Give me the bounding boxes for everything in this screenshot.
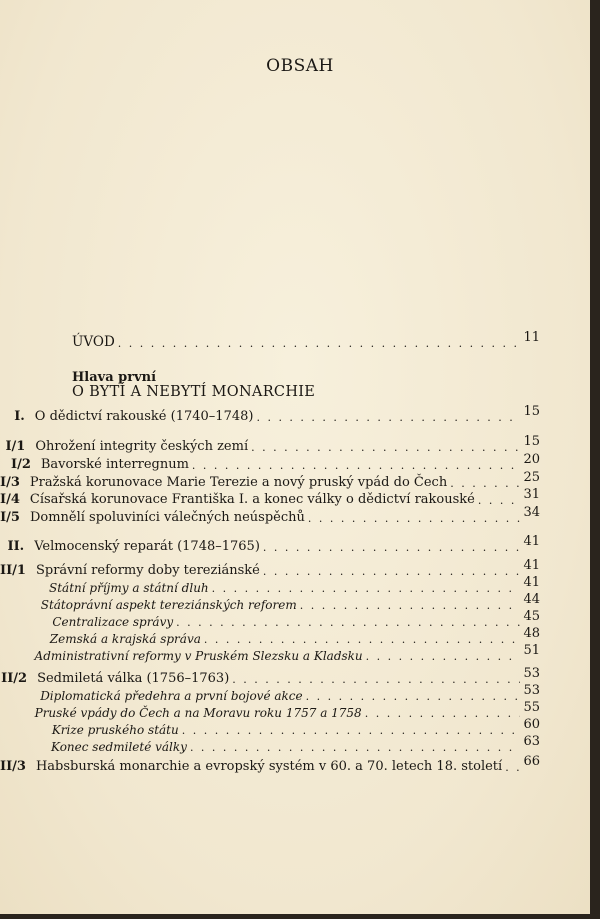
toc-entry-page: 20 xyxy=(523,452,540,467)
toc-entry-label: Bavorské interregnum xyxy=(40,457,189,472)
toc-entry-page: 34 xyxy=(523,505,540,520)
toc-entry-number: I/4 xyxy=(0,492,20,507)
toc-entry-page: 25 xyxy=(523,470,540,485)
toc-leader-dots xyxy=(263,541,521,554)
toc-entry-label: Státoprávní aspekt tereziánských reforem xyxy=(40,598,297,612)
toc-entry-number: II/3 xyxy=(0,759,26,774)
toc-entry-page: 53 xyxy=(523,683,540,698)
toc-entry-page: 45 xyxy=(523,609,540,624)
toc-entry-label: O dědictví rakouské (1740–1748) xyxy=(34,409,254,424)
toc-entry-row xyxy=(0,503,540,525)
toc-entry-number: II. xyxy=(7,539,25,554)
toc-entry-page: 53 xyxy=(523,666,540,681)
toc-entry-number: I/5 xyxy=(0,510,20,525)
toc-entry-label: Velmocenský reparát (1748–1765) xyxy=(34,539,260,554)
toc-entry-label: Státní příjmy a státní dluh xyxy=(49,581,209,595)
toc-entry-page: 51 xyxy=(523,643,540,658)
toc-entry-page: 31 xyxy=(523,487,540,502)
toc-entry-label: Krize pruského státu xyxy=(51,723,179,737)
toc-entry-row xyxy=(0,532,540,554)
toc-entry-row xyxy=(0,641,540,663)
toc-leader-dots xyxy=(505,761,520,774)
toc-entry-label: Pruské vpády do Čech a na Moravu roku 1757 a 1758 xyxy=(34,706,362,720)
toc-entry-label: Konec sedmileté války xyxy=(51,740,187,754)
toc-entry-page: 60 xyxy=(523,717,540,732)
chapter-label: Hlava první xyxy=(72,370,157,385)
toc-entry-label: Centralizace správy xyxy=(52,615,174,629)
toc-leader-dots xyxy=(256,411,520,424)
toc-entry-row xyxy=(0,752,540,774)
toc-entry-label: Habsburská monarchie a evropský systém v 60. a 70. letech 18. století xyxy=(35,759,503,774)
toc-entry-page: 55 xyxy=(523,700,540,715)
toc-leader-dots xyxy=(308,512,521,525)
toc-entry-row xyxy=(0,402,540,424)
toc-entry-page: 48 xyxy=(523,626,540,641)
chapter-title: O BYTÍ A NEBYTÍ MONARCHIE xyxy=(72,384,316,400)
toc-entry-label: Císařská korunovace Františka I. a konec války o dědictví rakouské xyxy=(29,492,475,507)
toc-entry-number: I. xyxy=(14,409,25,424)
page-title: OBSAH xyxy=(266,56,334,76)
toc-intro-row xyxy=(72,328,540,350)
toc-entry-label: Diplomatická předehra a první bojové akce xyxy=(40,689,303,703)
toc-entry-number: II/2 xyxy=(1,671,28,686)
toc-entry-label: Administrativní reformy v Pruském Slezsku a Kladsku xyxy=(34,649,363,663)
toc-entry-label: Sedmiletá válka (1756–1763) xyxy=(37,671,230,686)
toc-entry-page: 41 xyxy=(523,575,540,590)
toc-intro-label: ÚVOD xyxy=(72,334,115,350)
toc-entry-page: 66 xyxy=(523,754,540,769)
toc-leader-dots xyxy=(118,337,521,350)
toc-entry-number: I/1 xyxy=(5,439,26,454)
toc-entry-number: I/3 xyxy=(0,475,20,490)
toc-entry-label: Správní reformy doby tereziánské xyxy=(35,563,260,578)
toc-intro-page: 11 xyxy=(523,330,540,345)
toc-entry-label: Zemská a krajská správa xyxy=(49,632,201,646)
toc-entry-page: 15 xyxy=(523,404,540,419)
toc-entry-number: II/1 xyxy=(0,563,26,578)
toc-entry-page: 44 xyxy=(523,592,540,607)
toc-entry-label: Ohrožení integrity českých zemí xyxy=(35,439,249,454)
toc-entry-page: 15 xyxy=(523,434,540,449)
toc-entry-page: 41 xyxy=(523,558,540,573)
toc-entry-row xyxy=(0,732,540,754)
toc-entry-label: Pražská korunovace Marie Terezie a nový pruský vpád do Čech xyxy=(29,475,448,490)
toc-leader-dots xyxy=(366,650,521,663)
toc-entry-number: I/2 xyxy=(11,457,31,472)
toc-entry-page: 41 xyxy=(523,534,540,549)
toc-entry-label: Domnělí spoluviníci válečných neúspěchů xyxy=(29,510,305,525)
toc-entry-page: 63 xyxy=(523,734,540,749)
